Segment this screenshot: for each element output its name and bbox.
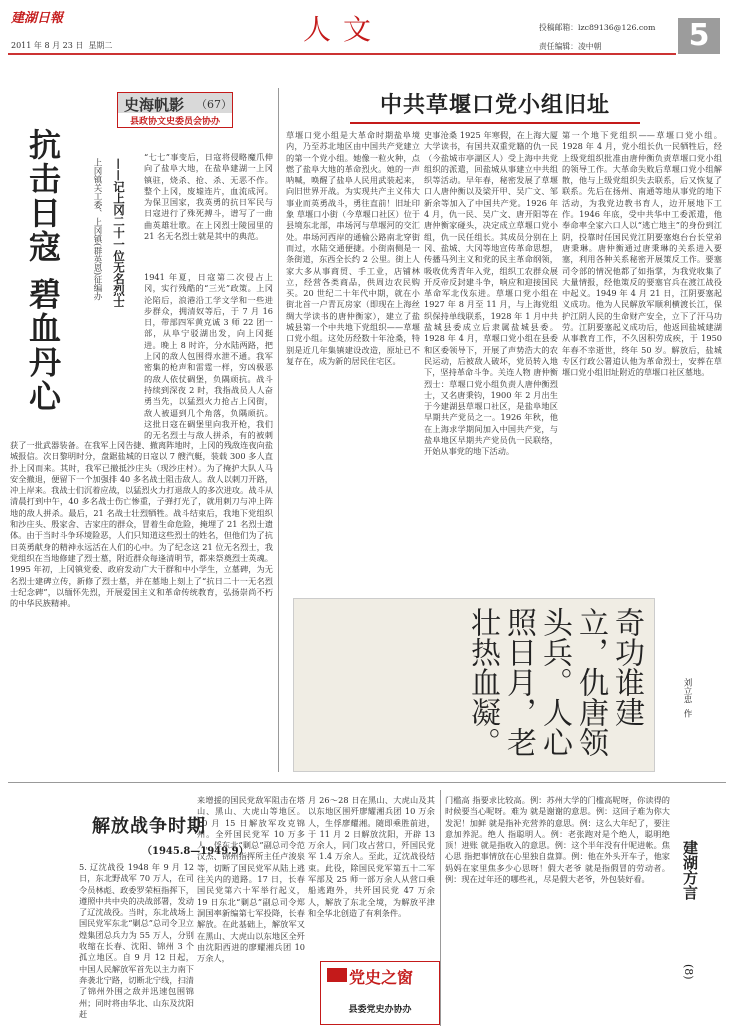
shihai-title-bar [118,93,232,113]
article3-headline: 解放战争时期 [92,816,206,837]
article2-col3: 第一个地下党组织——草堰口党小组。1928 年 4 月，党小组长仇一民牺牲后，经上级党组织批准由唐仲衡负责草堰口党小组的领导工作。大革命失败后草堰口党小组解散，他与上级党组织失去联系，后又恢复了联系。先后在扬州、南通等地从事党的地下活动，为我党边教书育人，边开展地下工作。1946 年底，受中共华中工委派遣，他奉命率全家六口人以“逃亡地主”的身份到江阴，投靠时任国民党江阴要塞炮台台长堂弟唐秉琳。唐仲衡通过唐秉琳的关系进入要塞，利用各种关系秘密开展策反工作。要塞司令部的情况他都了如指掌，为我党收集了大量情报，经他策反的要塞官兵在渡江战役中起义。1949 年 4 月 21 日，江阴要塞起义成功。他为人民解放军顺利横渡长江，保护江阴人民的生命财产安全，立下了汗马功劳。江阴要塞起义成功后，他返回盐城建湖从事教育工作，不久因积劳成疾，于 1950 年春不幸逝世，终年 50 岁。解放后，盐城专区行政公署追认他为革命烈士，安葬在草堰口党小组旧址附近的草堰口社区墓地。 [562,130,722,378]
fangyan-title-block [681,840,719,990]
header-rule [8,53,676,55]
article3-period: （1945.8—1949.9） [142,846,249,857]
fangyan-issue: (8) [682,964,695,980]
article1-divider [278,88,279,772]
article2-col1: 草堰口党小组是大革命时期盐阜境内，乃至苏北地区由中国共产党建立的第一个党小组。她像一粒火种，点燃了盐阜大地的革命烈火。她的一声呐喊，唤醒了盐阜人民用武装起来，向旧世界开战。为实现共产主义伟大事业而英勇战斗，勇往直前！旧址印象 草堰口小街（今草堰口社区）位于县境东北部，串场河与草堰河的交汇处。串场河西岸的通榆公路南北穿街而过，水陆交通便捷。小街南侧是一条街道，东西全长约 2 公里。街上人家大多从事商贸、手工业，店铺林立，经营各类商品，供周边农民购买。20 世纪二十年代中期，就在小街北首一户青瓦房家（即现在上海丝绸大学读书的唐仲衡家），建立了盐城县第一个中共地下党组织——草堰口党小组。这处历经数十年沧桑，特别是近几年集镇建设改造，原址已不复存在，成为新的居民住宅区。 [286,130,420,366]
article1-col2: 1941 年夏，日寇第二次侵占上冈，实行残酷的“三光”政策。上冈沦陷后，浪港沿工学文学和一些进步群众，拥清奴等后，于 7 月 16 日，带部四军黄克诚 3 师 22 团一部，从阜宁驳湖出发，向上冈挺进。晚上 8 时许，分水陆两路，把上冈的敌人包围得水泄不通。我军密集的枪声和雷霆一样，穷凶极恶的敌人依仗碉堡，负隅顽抗。战斗持续到深夜 2 时，我指战员人人奋勇当先，以猛烈火力抢占上冈街，敌人被逼到几个角落，负隅顽抗。这批日寇在碉堡里向我开枪，我们的无名烈士与敌人拼杀，有的被刺 [144,272,273,440]
shihai-issue: （67） [196,98,232,111]
article2-col2: 史事沧桑 1925 年寒假，在上海大厦大学读书，有国共双重党籍的仇一民（今盐城市亭湖区人）受上海中共党组织的派遣，回盐城从事建立中共组织等活动。早年春，秘密发展了草堰口人唐仲衡以及梁开甲、吴广文、邹新余等加入了中国共产党。1926 年 4 月，仇一民、吴广文、唐开阳等在唐仲衡家碰头，决定成立草堰口党小组，仇一民任组长。其成员分别在上冈、盐城、大冈等地宣传革命思想，传播马列主义和党的民主革命纲领，吸收优秀青年入党，组织工农群众展开反帝反封建斗争，响应和迎接国民革命军北伐东进。草堰口党小组在 1927 年 8 月至 11 月，与上海党组织保持单线联系，1928 年 1 月中共盐城县委成立后隶属盐城县委。1928 年 4 月，草堰口党小组在县委和区委领导下，开展了声势浩大的农民运动，后被敌人破坏，党员转入地下，坚持革命斗争。关连人物 唐仲衡烈士：草堰口党小组负责人唐仲衡烈士，又名唐秉钧，1900 年 2 月出生于今建湖县草堰口社区，是盐阜地区早期共产党员之一。1926 年秋，他在上海求学期间加入中国共产党，与盐阜地区早期共产党员仇一民联络，开始从事党的地下活动。 [424,130,558,457]
responsible-editor: 责任编辑：凌中朝 [539,42,602,51]
section-title: 人文 [303,13,384,46]
article1-subtitle: ——记上冈二十一位无名烈士 [112,158,126,308]
article2-headline-block [350,88,640,124]
bottom-section-divider [8,782,726,783]
issue-date [11,40,112,51]
shihai-badge [117,92,233,128]
bottom-column-divider [440,790,441,1026]
date-text: 2011 年 8 月 23 日 [11,41,84,50]
artist-suffix: 作 [682,708,692,718]
weekday-text: 星期二 [88,41,113,50]
fangyan-text: 门槛高 指要求比较高。例：苏州大学的门槛高呢呀，你读得的时候要当心呢呀。难为 就是谢谢的意思。例：这回子难为你大发泥！加鲜 就是指补充营养的意思。例：这么大年纪了，要注意加养泥。绝人 指聪明人。例：老张跑对是个绝人，聪明绝顶！进账 就是指收入的意思。例：这个半年没有什呢进帐。焦心思 指把事情放在心里独自盘算。例：他在外头开车子，他家妈妈在家里焦多少心思呀！假大老爷 就是指假冒的劳动者。例：现在过年还的哪些礼，尽是假大老爷，外包装好看。 [445,795,670,885]
contribution-email: 投稿邮箱：lzc89136@126.com [539,23,656,32]
article3-col3: 月 26～28 日在黑山、大虎山及其以东地区围歼廖耀湘兵团 10 万余人，生俘廖耀湘。随即乘胜前进，于 11 月 2 日解放沈阳，开辟 13 万余人，同门攻占营口，歼国民党军 1.4 万余人。至此，辽沈战役结束。此役，除国民党军第五十二军军部及 25 师一部万余人从营口乘船逃跑外，共歼国民党 47 万余人，解放了东北全境，为解放平津和全华北创造了有利条件。 [308,795,435,918]
article1-col3: 获了一批武器装备。在我军上冈告捷、撤离阵地时，上冈的残敌连夜向盐城报信。次日黎明时分，盘踞盐城的日寇以 7 艘汽艇，装载 300 多人直扑上冈而来。其时，我军已撤抵沙庄头（现沙庄村）。为了掩护大队人马安全撤退，便留下一个加强排 40 多名战士阻击敌人。敌人以刺刀开路，冲上岸来。我战士们沉着应战，以猛烈火力打退敌人的多次进攻。战斗从清晨打到中午，40 多名战士伤亡惨重，子弹打光了，就用刺刀与冲上阵地的敌人拼杀。最后，21 名战士壮烈牺牲。战斗结束后，我地下党组织和沙庄头、殷家舍、吉家庄的群众，冒着生命危险，掩埋了 21 名烈士遗体。由于当时斗争环境险恶，人们只知道这些烈士的姓名，但他们为了抗日英勇献身的精神永远活在人们的心中。为了纪念这 21 位无名烈士，我党组织在当地修建了烈士墓，附近群众每逢清明节，都来祭奠烈士英魂。1995 年初，上冈镇党委、政府发动广大干群和中小学生，立墓碑，为无名烈士建碑立传，新修了烈士墓，并在墓地上刻上了“抗日二十一无名烈士纪念碑”，以缅怀先烈，开展爱国主义和革命传统教育，弘扬崇尚不朽的中华民族精神。 [10,440,273,609]
dangshi-sponsor: 县委党史办协办 [348,1005,412,1015]
calligraphy-artwork [293,598,655,772]
page-number-badge [678,18,720,54]
shihai-title: 史海帆影 [124,96,185,114]
dangshi-title: 党史之窗 [349,968,414,987]
article3-col1: 5. 辽沈战役 1948 年 9 月 12 日，东北野战军 70 万人，在司令员林彪、政委罗荣桓指挥下，遵照中共中央的决战部署，发动了辽沈战役。当时，东北战场上国民党军东北“剿总”总司令卫立煌集团总兵力为 55 万人，分别收缩在长春、沈阳、锦州 3 个孤立地区。自 9 月 12 日起，中国人民解放军首先以主力南下奔袭北宁路，切断北宁线，扫清了锦州外围之敌并迅速包围锦州；同时将由华北、山东及沈阳赶 [79,862,194,1019]
shihai-sponsor: 县政协文史委员会协办 [129,117,220,127]
newspaper-logo: 建湖日報 [11,11,64,26]
dangshi-badge [320,961,440,1025]
article3-col2: 来增援的国民党敌军阻击在塔山、黑山、大虎山等地区。10 月 15 日解放军攻克锦州。全歼国民党军 10 万多人，俘东北“剿总”副总司令范汉杰、锦州指挥所主任卢浚泉等，切断了国民党军从陆上逃往关内的道路。17 日，长春国民党第六十军举行起义，19 日东北“剿总”副总司令郑洞国率新编第七军投降，长春解放。在此基础上，解放军又在黑山、大虎山以东地区全歼由沈阳西进的廖耀湘兵团 10 万余人， [197,795,305,964]
article1-byline: 上冈镇关工委、上冈镇(群英恩)征编办 [92,158,102,301]
page-number: 5 [688,18,710,53]
fangyan-title: 建湖方言 [681,840,699,900]
article2-headline: 中共草堰口党小组旧址 [379,92,610,118]
article1-col1: “七七”事变后，日寇将侵略魔爪伸向了盐阜大地，在盐阜建湖一上冈镇驻，烧杀、抢、杀、无恶不作。整个上冈，废墟连片，血流成河。为保卫国家，我英勇的抗日军民与日寇进行了殊死搏斗，谱写了一曲曲英雄壮歌。在上冈烈士陵园里的 21 名无名烈士就是其中的典范。 [144,152,273,242]
calligraphy-artist [682,678,692,758]
calligraphy-text: 奇功谁建立，仇唐领头兵。人心照日月，老壮热血凝。 [465,607,644,757]
artist-name: 刘立忠 [682,678,692,704]
dangshi-flag-icon [327,968,347,982]
article1-headline: 抗击日寇 碧血丹心 [24,128,62,414]
